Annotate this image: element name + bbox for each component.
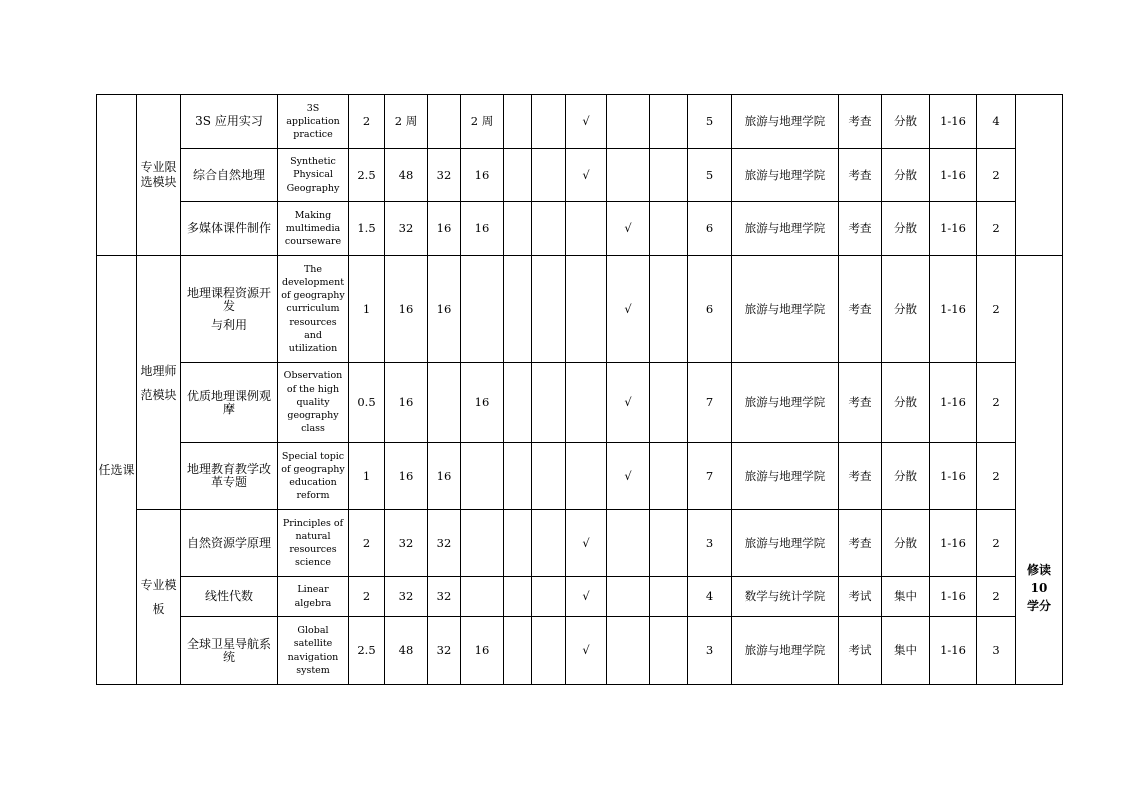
category-elective: 任选课 [97,256,137,685]
weekly-hours-cell: 3 [977,617,1016,685]
weekly-hours-cell: 2 [977,202,1016,256]
check-b-cell: √ [607,363,650,443]
practice-hours-cell [461,443,504,510]
blank-cell [650,149,688,202]
lecture-hours-cell: 32 [428,577,461,617]
course-name-zh: 全球卫星导航系统 [181,617,278,685]
course-name-zh [181,256,278,363]
lecture-hours-cell [428,363,461,443]
mark2-cell [532,95,566,149]
mark1-cell [504,363,532,443]
weeks-cell: 1-16 [930,443,977,510]
semester-cell: 7 [688,443,732,510]
check-b-cell: √ [607,443,650,510]
check-b-cell [607,617,650,685]
credits-cell: 2 [349,577,385,617]
mark2-cell [532,617,566,685]
practice-hours-cell [461,256,504,363]
credit-note-line: 学分 [1026,599,1051,613]
check-a-cell [566,363,607,443]
table-row [97,443,1063,510]
course-name-zh: 自然资源学原理 [181,510,278,577]
school-cell: 旅游与地理学院 [732,202,839,256]
credit-blank-cell [1016,95,1063,256]
mark2-cell [532,202,566,256]
hours-cell: 32 [385,577,428,617]
course-name-zh: 3S 应用实习 [181,95,278,149]
semester-cell: 4 [688,577,732,617]
credit-note-line: 修读 [1026,563,1051,577]
weekly-hours-cell: 2 [977,256,1016,363]
school-cell: 旅游与地理学院 [732,617,839,685]
hours-cell: 2 周 [385,95,428,149]
lecture-hours-cell: 16 [428,256,461,363]
lecture-hours-cell: 32 [428,149,461,202]
credits-cell: 1.5 [349,202,385,256]
exam-type-cell: 考查 [839,95,882,149]
mark2-cell [532,256,566,363]
exam-type-cell: 考试 [839,577,882,617]
semester-cell: 3 [688,510,732,577]
credits-cell: 2.5 [349,149,385,202]
course-name-en: Principles of natural resources science [278,510,349,577]
mark1-cell [504,202,532,256]
lecture-hours-cell [428,95,461,149]
blank-cell [650,617,688,685]
grading-cell: 分散 [882,256,930,363]
course-name-en: 3S application practice [278,95,349,149]
check-a-cell [566,202,607,256]
blank-cell [650,256,688,363]
school-cell: 旅游与地理学院 [732,256,839,363]
course-name-en: Observation of the high quality geography class [278,363,349,443]
table-row [97,577,1063,617]
school-cell: 旅游与地理学院 [732,149,839,202]
course-name-en: Global satellite navigation system [278,617,349,685]
exam-type-cell: 考查 [839,363,882,443]
blank-cell [650,577,688,617]
school-cell: 数学与统计学院 [732,577,839,617]
grading-cell: 分散 [882,510,930,577]
semester-cell: 3 [688,617,732,685]
check-b-cell: √ [607,256,650,363]
grading-cell: 分散 [882,95,930,149]
mark1-cell [504,617,532,685]
check-a-cell [566,443,607,510]
hours-cell: 32 [385,202,428,256]
hours-cell: 48 [385,617,428,685]
credit-requirement [1016,256,1063,685]
check-b-cell [607,95,650,149]
course-name-zh: 优质地理课例观摩 [181,363,278,443]
weekly-hours-cell: 2 [977,510,1016,577]
semester-cell: 5 [688,149,732,202]
category-cell [97,95,137,256]
check-a-cell: √ [566,617,607,685]
blank-cell [650,202,688,256]
check-b-cell: √ [607,202,650,256]
mark2-cell [532,577,566,617]
mark1-cell [504,577,532,617]
check-a-cell [566,256,607,363]
blank-cell [650,363,688,443]
practice-hours-cell: 16 [461,617,504,685]
credit-note-line: 10 [1030,581,1048,595]
practice-hours-cell: 2 周 [461,95,504,149]
table-row [97,149,1063,202]
mark1-cell [504,149,532,202]
module-restricted: 专业限选模块 [137,95,181,256]
check-a-cell: √ [566,149,607,202]
hours-cell: 16 [385,443,428,510]
practice-hours-cell [461,510,504,577]
module-professional: 专业模板 [137,510,181,685]
mark1-cell [504,256,532,363]
credits-cell: 0.5 [349,363,385,443]
exam-type-cell: 考查 [839,443,882,510]
check-a-cell: √ [566,577,607,617]
school-cell: 旅游与地理学院 [732,95,839,149]
course-name-zh: 多媒体课件制作 [181,202,278,256]
weeks-cell: 1-16 [930,617,977,685]
weeks-cell: 1-16 [930,95,977,149]
credits-cell: 2.5 [349,617,385,685]
check-b-cell [607,510,650,577]
weeks-cell: 1-16 [930,149,977,202]
grading-cell: 分散 [882,363,930,443]
table-row [97,363,1063,443]
semester-cell: 6 [688,202,732,256]
table-row [97,202,1063,256]
blank-cell [650,510,688,577]
practice-hours-cell: 16 [461,202,504,256]
grading-cell: 集中 [882,577,930,617]
mark2-cell [532,363,566,443]
blank-cell [650,95,688,149]
grading-cell: 分散 [882,149,930,202]
grading-cell: 集中 [882,617,930,685]
check-a-cell: √ [566,510,607,577]
course-name-en: Making multimedia courseware [278,202,349,256]
mark2-cell [532,443,566,510]
weeks-cell: 1-16 [930,577,977,617]
weeks-cell: 1-16 [930,363,977,443]
course-name-zh-line1: 地理课程资源开发 [186,285,271,313]
school-cell: 旅游与地理学院 [732,443,839,510]
weeks-cell: 1-16 [930,202,977,256]
exam-type-cell: 考查 [839,510,882,577]
mark1-cell [504,95,532,149]
hours-cell: 16 [385,256,428,363]
semester-cell: 6 [688,256,732,363]
check-b-cell [607,149,650,202]
weeks-cell: 1-16 [930,256,977,363]
exam-type-cell: 考试 [839,617,882,685]
mark1-cell [504,510,532,577]
course-name-en: Synthetic Physical Geography [278,149,349,202]
mark2-cell [532,149,566,202]
table-row [97,95,1063,149]
course-name-en: Special topic of geography education reform [278,443,349,510]
blank-cell [650,443,688,510]
table-row [97,256,1063,363]
lecture-hours-cell: 32 [428,617,461,685]
weekly-hours-cell: 2 [977,577,1016,617]
course-name-zh: 地理教育教学改革专题 [181,443,278,510]
lecture-hours-cell: 16 [428,202,461,256]
grading-cell: 分散 [882,443,930,510]
weekly-hours-cell: 2 [977,443,1016,510]
weekly-hours-cell: 2 [977,363,1016,443]
table-row [97,510,1063,577]
module-teacher: 地理师范模块 [137,256,181,510]
mark1-cell [504,443,532,510]
hours-cell: 16 [385,363,428,443]
weekly-hours-cell: 4 [977,95,1016,149]
credits-cell: 1 [349,443,385,510]
exam-type-cell: 考查 [839,256,882,363]
lecture-hours-cell: 16 [428,443,461,510]
weekly-hours-cell: 2 [977,149,1016,202]
semester-cell: 7 [688,363,732,443]
school-cell: 旅游与地理学院 [732,510,839,577]
mark2-cell [532,510,566,577]
weeks-cell: 1-16 [930,510,977,577]
course-table [96,94,1063,685]
course-name-zh-line2: 与利用 [210,317,247,332]
lecture-hours-cell: 32 [428,510,461,577]
exam-type-cell: 考查 [839,202,882,256]
grading-cell: 分散 [882,202,930,256]
practice-hours-cell: 16 [461,149,504,202]
semester-cell: 5 [688,95,732,149]
credits-cell: 2 [349,510,385,577]
credits-cell: 1 [349,256,385,363]
exam-type-cell: 考查 [839,149,882,202]
course-name-en: Linear algebra [278,577,349,617]
school-cell: 旅游与地理学院 [732,363,839,443]
table-row [97,617,1063,685]
check-b-cell [607,577,650,617]
practice-hours-cell: 16 [461,363,504,443]
hours-cell: 32 [385,510,428,577]
check-a-cell: √ [566,95,607,149]
course-name-en: The development of geography curriculum resources and utilization [278,256,349,363]
practice-hours-cell [461,577,504,617]
hours-cell: 48 [385,149,428,202]
credits-cell: 2 [349,95,385,149]
course-name-zh: 综合自然地理 [181,149,278,202]
course-name-zh: 线性代数 [181,577,278,617]
